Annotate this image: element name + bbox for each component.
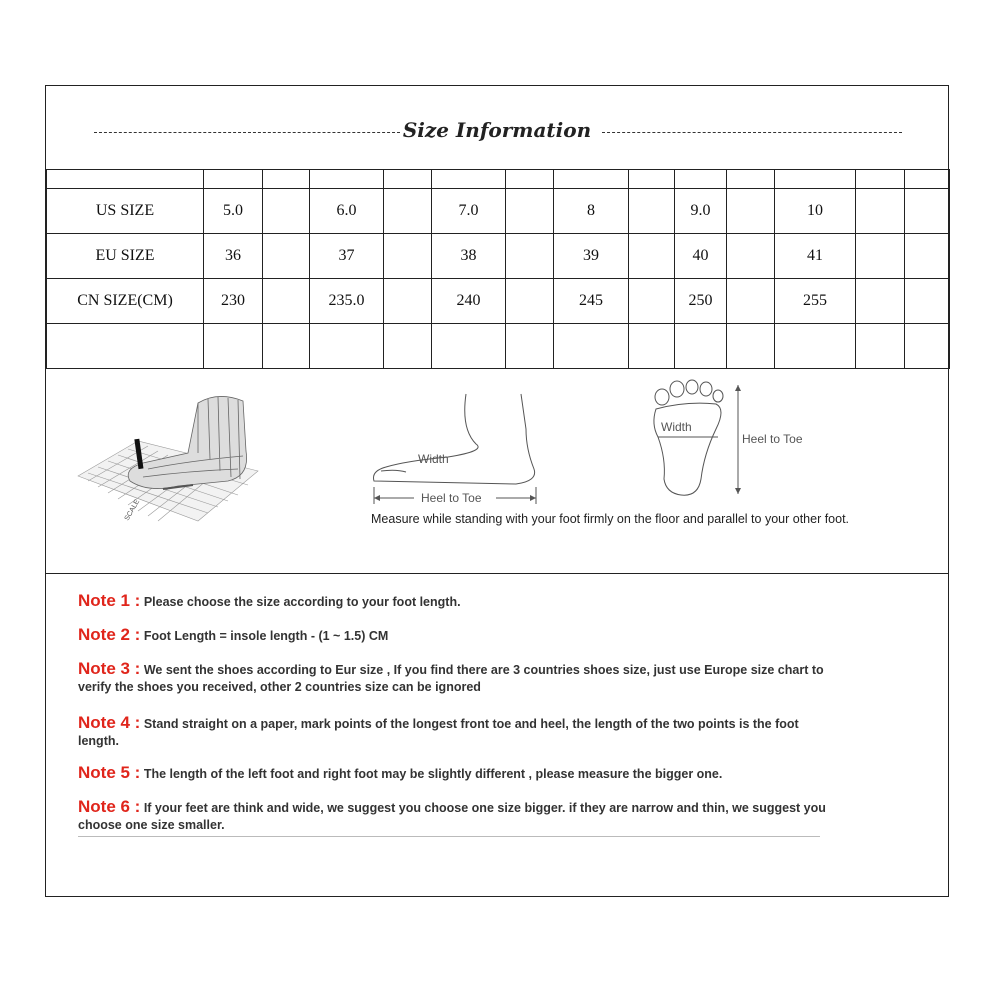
measure-caption: Measure while standing with your foot firmly on the floor and parallel to your other foot. xyxy=(371,512,850,526)
note-text: If your feet are think and wide, we suggest you choose one size bigger. if they are narrow and thin, we suggest you choose one size smaller. xyxy=(78,801,826,832)
cell xyxy=(905,234,950,279)
cell xyxy=(506,189,554,234)
foot-side-view xyxy=(366,389,566,519)
note-text: Stand straight on a paper, mark points of the longest front toe and heel, the length of the two points is the foot length. xyxy=(78,717,799,748)
table-row-eu xyxy=(47,234,950,279)
cell xyxy=(727,279,775,324)
cell: 36 xyxy=(204,234,263,279)
cell: 6.0 xyxy=(310,189,384,234)
cell xyxy=(263,279,310,324)
page-title: Size Information xyxy=(402,118,592,142)
foot-3d-illustration xyxy=(68,381,268,551)
note-1 xyxy=(78,592,838,611)
cell xyxy=(263,189,310,234)
note-text: The length of the left foot and right foot may be slightly different , please measure the bigger one. xyxy=(143,767,723,781)
size-table xyxy=(46,169,950,369)
cell: 38 xyxy=(432,234,506,279)
size-chart-frame xyxy=(45,85,949,897)
measurement-diagram xyxy=(46,368,948,574)
cell xyxy=(263,234,310,279)
table-row-cn xyxy=(47,279,950,324)
notes-underline xyxy=(78,836,820,837)
note-4 xyxy=(78,714,838,750)
cell: 39 xyxy=(554,234,629,279)
cell xyxy=(384,234,432,279)
cell xyxy=(727,189,775,234)
note-text: We sent the shoes according to Eur size , If you find there are 3 countries shoes size, just use Europe size chart to verify the shoes you received, other 2 countries size can be ignored xyxy=(78,663,824,694)
cell: 10 xyxy=(775,189,856,234)
note-text: Foot Length = insole length - (1 ~ 1.5) CM xyxy=(143,629,389,643)
note-label: Note 3 : xyxy=(78,659,141,678)
title-row xyxy=(46,86,948,170)
cell: 37 xyxy=(310,234,384,279)
note-5 xyxy=(78,764,838,783)
cell: 41 xyxy=(775,234,856,279)
cell xyxy=(856,279,905,324)
cell: 40 xyxy=(675,234,727,279)
cell xyxy=(905,189,950,234)
note-label: Note 5 : xyxy=(78,763,141,782)
cell xyxy=(727,234,775,279)
cell xyxy=(905,279,950,324)
heel-to-toe-label-top: Heel to Toe xyxy=(742,432,803,446)
cell xyxy=(384,189,432,234)
cell: 245 xyxy=(554,279,629,324)
cell: 9.0 xyxy=(675,189,727,234)
cell xyxy=(629,189,675,234)
table-row-us xyxy=(47,189,950,234)
cell: 250 xyxy=(675,279,727,324)
cell xyxy=(856,234,905,279)
cell xyxy=(856,189,905,234)
cell xyxy=(506,279,554,324)
cell xyxy=(629,234,675,279)
cell: 255 xyxy=(775,279,856,324)
note-3 xyxy=(78,660,838,696)
heel-to-toe-label-side: Heel to Toe xyxy=(421,491,482,505)
cell xyxy=(629,279,675,324)
cell xyxy=(384,279,432,324)
cell: 240 xyxy=(432,279,506,324)
note-label: Note 2 : xyxy=(78,625,141,644)
cell: 230 xyxy=(204,279,263,324)
width-label-side: Width xyxy=(418,452,449,466)
note-label: Note 6 : xyxy=(78,797,141,816)
note-6 xyxy=(78,798,838,834)
note-label: Note 4 : xyxy=(78,713,141,732)
cell: 235.0 xyxy=(310,279,384,324)
row-label: US SIZE xyxy=(47,189,204,234)
cell: 8 xyxy=(554,189,629,234)
cell xyxy=(506,234,554,279)
table-spacer-row xyxy=(47,170,950,189)
table-empty-row xyxy=(47,324,950,369)
cell: 7.0 xyxy=(432,189,506,234)
note-label: Note 1 : xyxy=(78,591,141,610)
cell: 5.0 xyxy=(204,189,263,234)
width-label-top: Width xyxy=(661,420,692,434)
note-2 xyxy=(78,626,838,645)
row-label: EU SIZE xyxy=(47,234,204,279)
row-label: CN SIZE(CM) xyxy=(47,279,204,324)
foot-top-view xyxy=(646,379,836,509)
svg-text:SCALE: SCALE xyxy=(123,498,142,522)
note-text: Please choose the size according to your foot length. xyxy=(143,595,461,609)
